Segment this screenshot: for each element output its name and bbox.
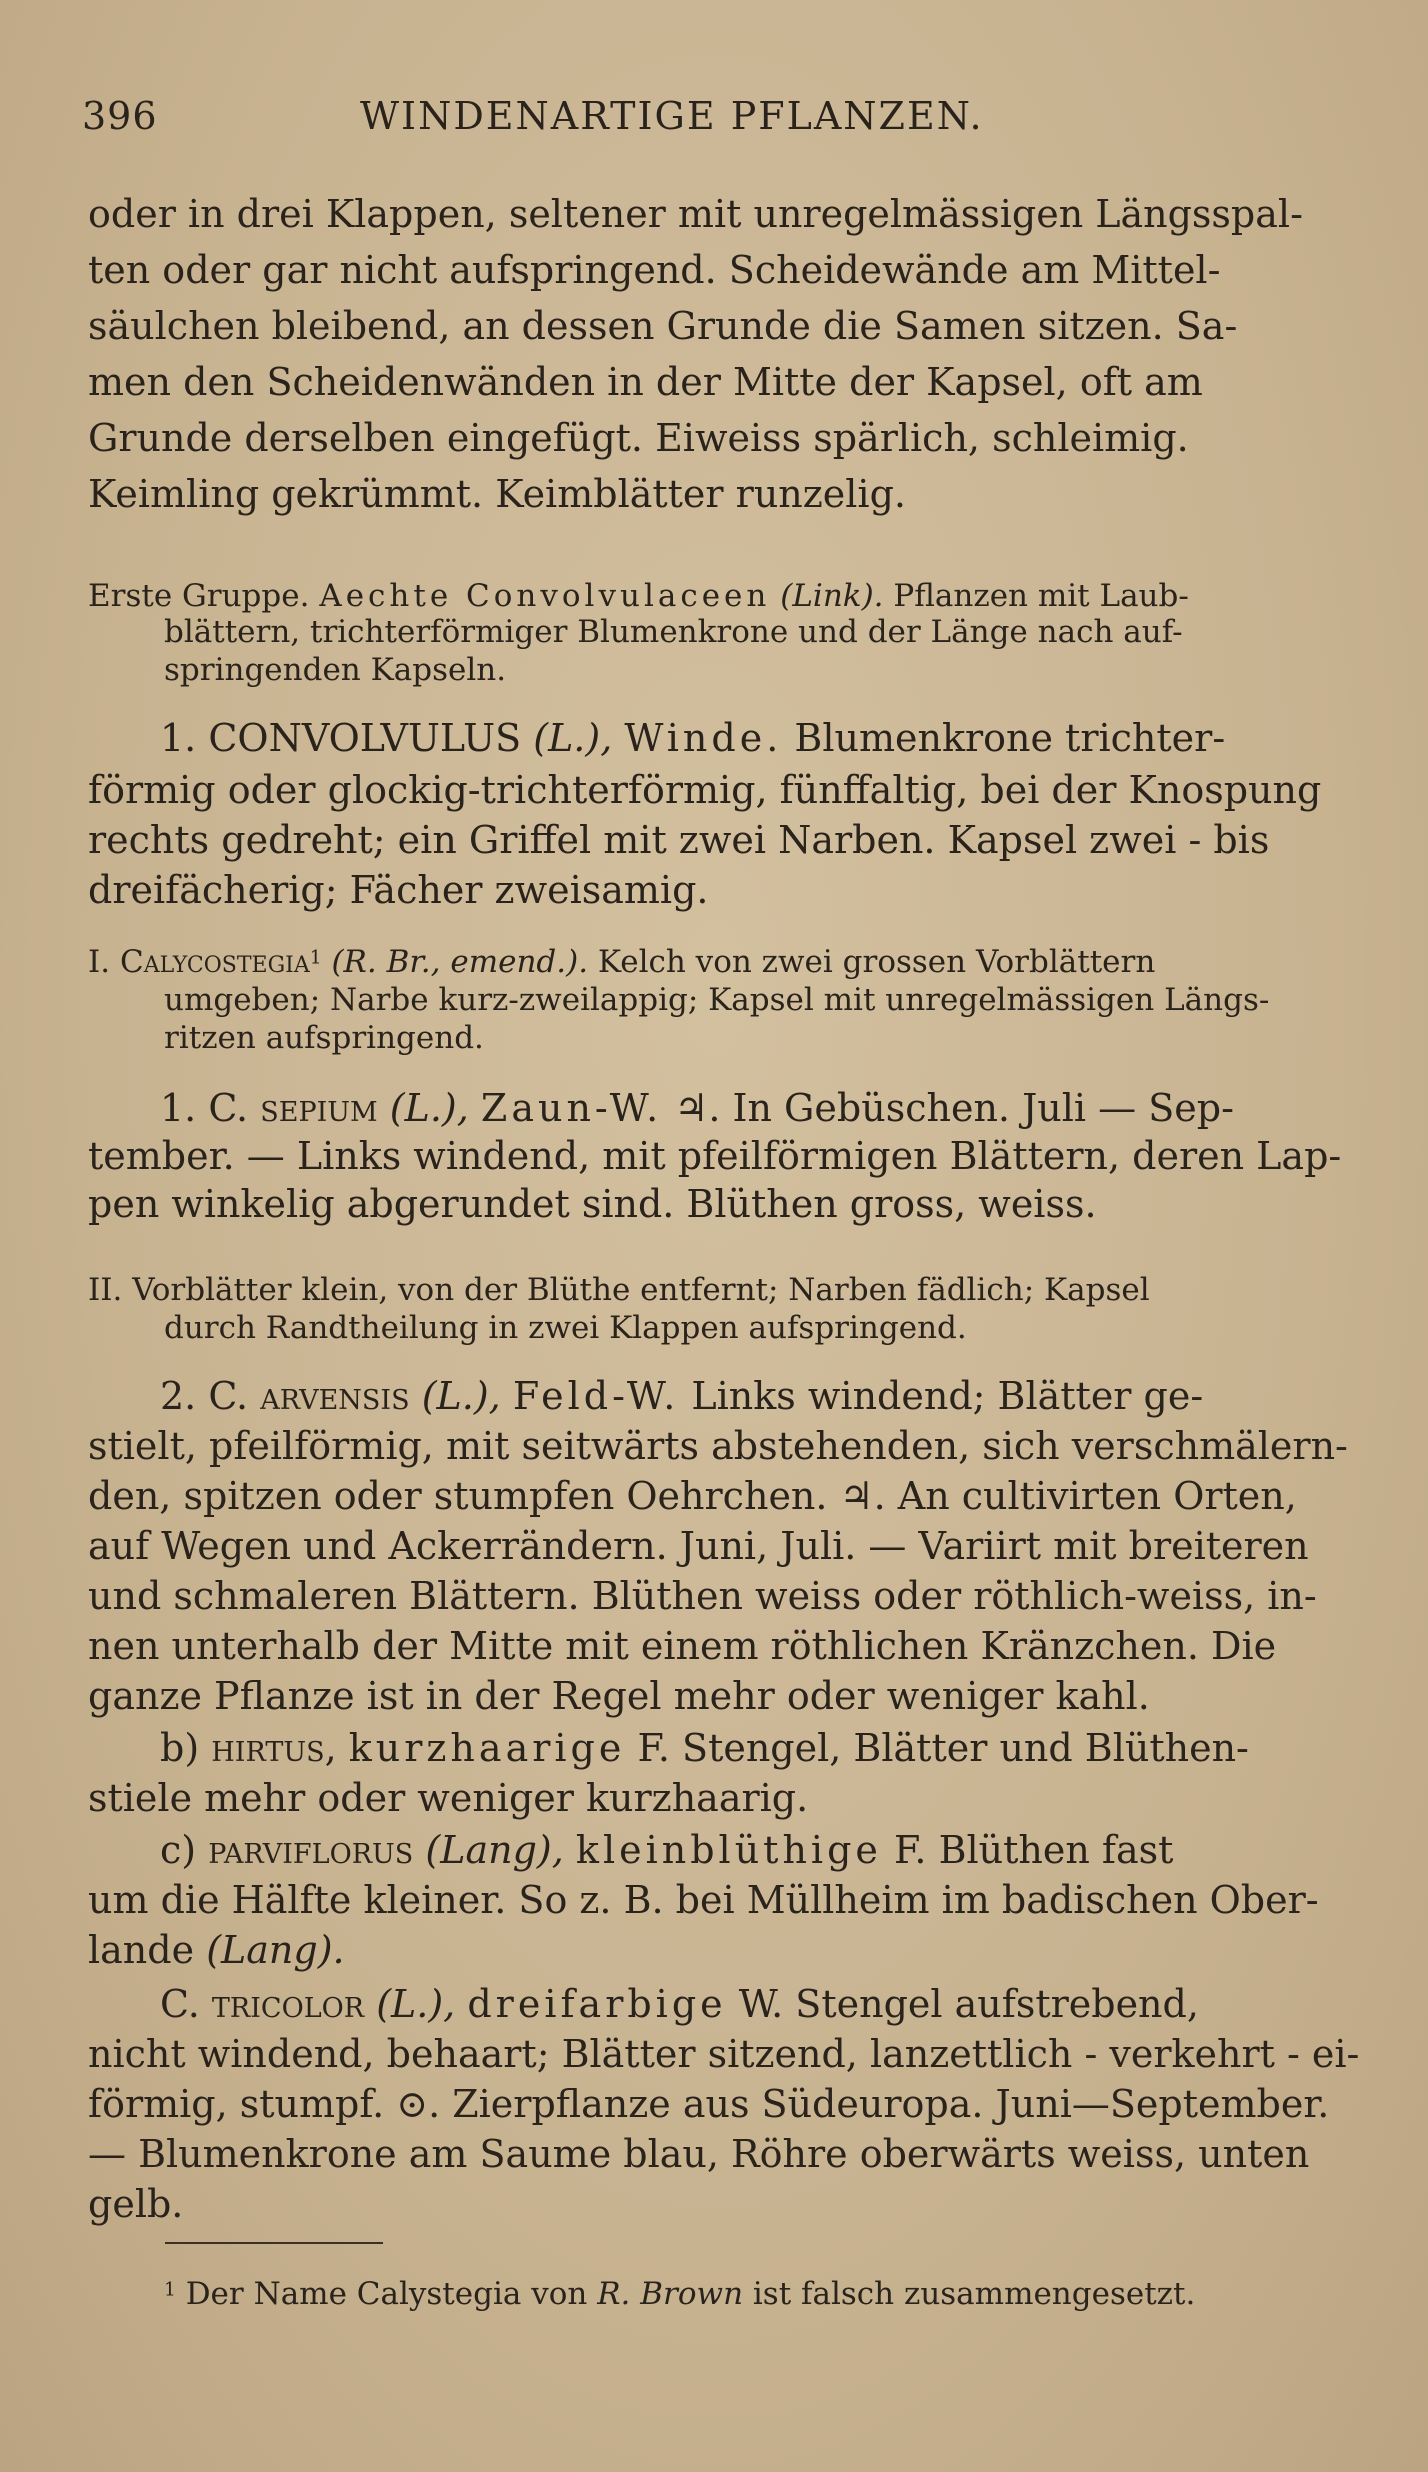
text-line: ritzen aufspringend. <box>164 1020 484 1056</box>
text-line: förmig oder glockig-trichterförmig, fünffaltig, bei der Knospung <box>88 768 1322 812</box>
text-line: den, spitzen oder stumpfen Oehrchen. ♃. An cultivirten Orten, <box>88 1474 1297 1518</box>
text-line: förmig, stumpf. ⊙. Zierpflanze aus Südeuropa. Juni—September. <box>88 2082 1330 2126</box>
page-number: 396 <box>82 94 158 138</box>
species-entry: 2. C. arvensis (L.), Feld-W. Links windend; Blätter ge- <box>160 1374 1204 1418</box>
text-line: nicht windend, behaart; Blätter sitzend, lanzettlich - verkehrt - ei- <box>88 2032 1360 2076</box>
text-line: dreifächerig; Fächer zweisamig. <box>88 868 709 912</box>
text-line: nen unterhalb der Mitte mit einem röthlichen Kränzchen. Die <box>88 1624 1277 1668</box>
text-line: ten oder gar nicht aufspringend. Scheidewände am Mittel- <box>88 248 1221 292</box>
text-line: durch Randtheilung in zwei Klappen aufspringend. <box>164 1310 967 1346</box>
text-line: — Blumenkrone am Saume blau, Röhre oberwärts weiss, unten <box>88 2132 1310 2176</box>
text-line: und schmaleren Blättern. Blüthen weiss oder röthlich-weiss, in- <box>88 1574 1317 1618</box>
text-line: auf Wegen und Ackerrändern. Juni, Juli. — Variirt mit breiteren <box>88 1524 1309 1568</box>
section-heading: II. Vorblätter klein, von der Blüthe entfernt; Narben fädlich; Kapsel <box>88 1272 1150 1308</box>
text-line: umgeben; Narbe kurz-zweilappig; Kapsel mit unregelmässigen Längs- <box>164 982 1270 1018</box>
footnote-divider <box>165 2242 383 2244</box>
text-line: stielt, pfeilförmig, mit seitwärts abstehenden, sich verschmälern- <box>88 1424 1348 1468</box>
species-entry: C. tricolor (L.), dreifarbige W. Stengel aufstrebend, <box>160 1982 1199 2026</box>
text-line: stiele mehr oder weniger kurzhaarig. <box>88 1776 809 1820</box>
genus-heading: 1. CONVOLVULUS (L.), Winde. Blumenkrone trichter- <box>160 716 1226 760</box>
text-line: springenden Kapseln. <box>164 652 507 688</box>
text-line: pen winkelig abgerundet sind. Blüthen gross, weiss. <box>88 1182 1097 1226</box>
text-line: ganze Pflanze ist in der Regel mehr oder weniger kahl. <box>88 1674 1150 1718</box>
text-line: lande (Lang). <box>88 1928 345 1972</box>
group-heading: Erste Gruppe. Aechte Convolvulaceen (Link). Pflanzen mit Laub- <box>88 578 1189 614</box>
text-line: men den Scheidenwänden in der Mitte der Kapsel, oft am <box>88 360 1203 404</box>
text-line: gelb. <box>88 2182 184 2226</box>
text-line: tember. — Links windend, mit pfeilförmigen Blättern, deren Lap- <box>88 1134 1342 1178</box>
species-entry: 1. C. sepium (L.), Zaun-W. ♃. In Gebüschen. Juli — Sep- <box>160 1086 1234 1130</box>
section-heading: I. Calycostegia$^1$ (R. Br., emend.). Kelch von zwei grossen Vorblättern <box>88 944 1156 980</box>
text-line: Keimling gekrümmt. Keimblätter runzelig. <box>88 472 906 516</box>
text-line: säulchen bleibend, an dessen Grunde die Samen sitzen. Sa- <box>88 304 1238 348</box>
text-line: um die Hälfte kleiner. So z. B. bei Müllheim im badischen Ober- <box>88 1878 1319 1922</box>
footnote: $^1$ Der Name Calystegia von R. Brown ist falsch zusammengesetzt. <box>164 2276 1196 2312</box>
variety-entry: c) parviflorus (Lang), kleinblüthige F. Blüthen fast <box>160 1828 1174 1872</box>
text-line: oder in drei Klappen, seltener mit unregelmässigen Längsspal- <box>88 192 1303 236</box>
running-title: WINDENARTIGE PFLANZEN. <box>360 94 984 138</box>
text-line: Grunde derselben eingefügt. Eiweiss spärlich, schleimig. <box>88 416 1189 460</box>
text-line: rechts gedreht; ein Griffel mit zwei Narben. Kapsel zwei - bis <box>88 818 1270 862</box>
variety-entry: b) hirtus, kurzhaarige F. Stengel, Blätter und Blüthen- <box>160 1726 1249 1770</box>
running-header <box>82 94 1092 154</box>
text-line: blättern, trichterförmiger Blumenkrone und der Länge nach auf- <box>164 614 1183 650</box>
